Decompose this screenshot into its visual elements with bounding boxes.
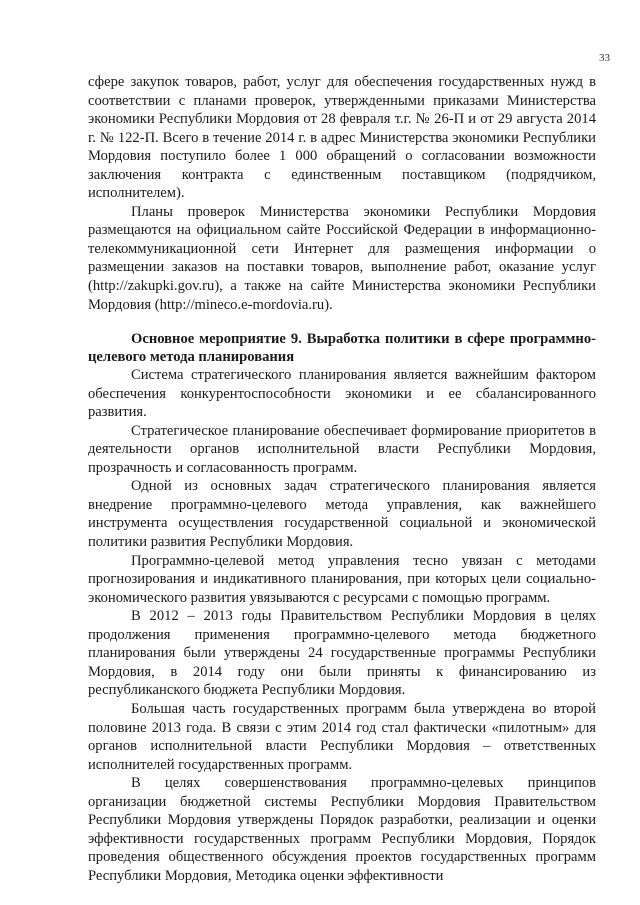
paragraph-2012-2013: В 2012 – 2013 годы Правительством Республики Мордовия в целях продолжения применения программно-целевого метода бюджетного планирования были утверждены 24 государственные программы Республики Мордовия, в 2014 году они были приняты к финансированию из республиканского бюджета Республики Мордовия. [88, 608, 596, 699]
paragraph-program-method: Программно-целевой метод управления тесно увязан с методами прогнозирования и индикативного планирования, при которых цели социально-экономического развития увязываются с ресурсами с помощью программ. [88, 552, 596, 606]
paragraph-inspection-plans: Планы проверок Министерства экономики Республики Мордовия размещаются на официальном сайте Российской Федерации в информационно-телекоммуникационной сети Интернет для размещения информации о размещении заказов на поставки товаров, выполнение работ, оказание услуг (http://zakupki.gov.ru), а также на сайте Министерства экономики Республики Мордовия (http://mineco.e-mordovia.ru). [88, 203, 596, 313]
document-body [88, 73, 596, 885]
paragraph-strategic-planning: Стратегическое планирование обеспечивает формирование приоритетов в деятельности органов исполнительной власти Республики Мордовия, прозрачность и согласованность программ. [88, 422, 596, 476]
paragraph-majority-programs: Большая часть государственных программ была утверждена во второй половине 2013 года. В связи с этим 2014 год стал фактически «пилотным» для органов исполнительной власти Республики Мордовия – ответственных исполнителей государственных программ. [88, 700, 596, 773]
paragraph-main-task: Одной из основных задач стратегического планирования является внедрение программно-целевого метода управления, как важнейшего инструмента осуществления государственной социальной и экономической политики развития Республики Мордовия. [88, 478, 596, 551]
paragraph-strategic-system: Система стратегического планирования является важнейшим фактором обеспечения конкурентоспособности экономики и ее сбалансированного развития. [88, 367, 596, 421]
paragraph-continuation: сфере закупок товаров, работ, услуг для обеспечения государственных нужд в соответствии с планами проверок, утвержденными приказами Министерства экономики Республики Мордовия от 28 февраля т.г. № 26-П и от 29 августа 2014 г. № 122-П. Всего в течение 2014 г. в адрес Министерства экономики Республики Мордовия поступило более 1 000 обращений о согласовании возможности заключения контракта с единственным поставщиком (подрядчиком, исполнителем). [88, 74, 596, 202]
section-heading: Основное мероприятие 9. Выработка политики в сфере программно-целевого метода планирования [88, 331, 596, 365]
page-number: 33 [599, 52, 610, 64]
paragraph-improvement: В целях совершенствования программно-целевых принципов организации бюджетной системы Республики Мордовия Правительством Республики Мордовия утверждены Порядок разработки, реализации и оценки эффективности государственных программ Республики Мордовия, Порядок проведения общественного обсуждения проектов государственных программ Республики Мордовия, Методика оценки эффективности [88, 775, 596, 884]
